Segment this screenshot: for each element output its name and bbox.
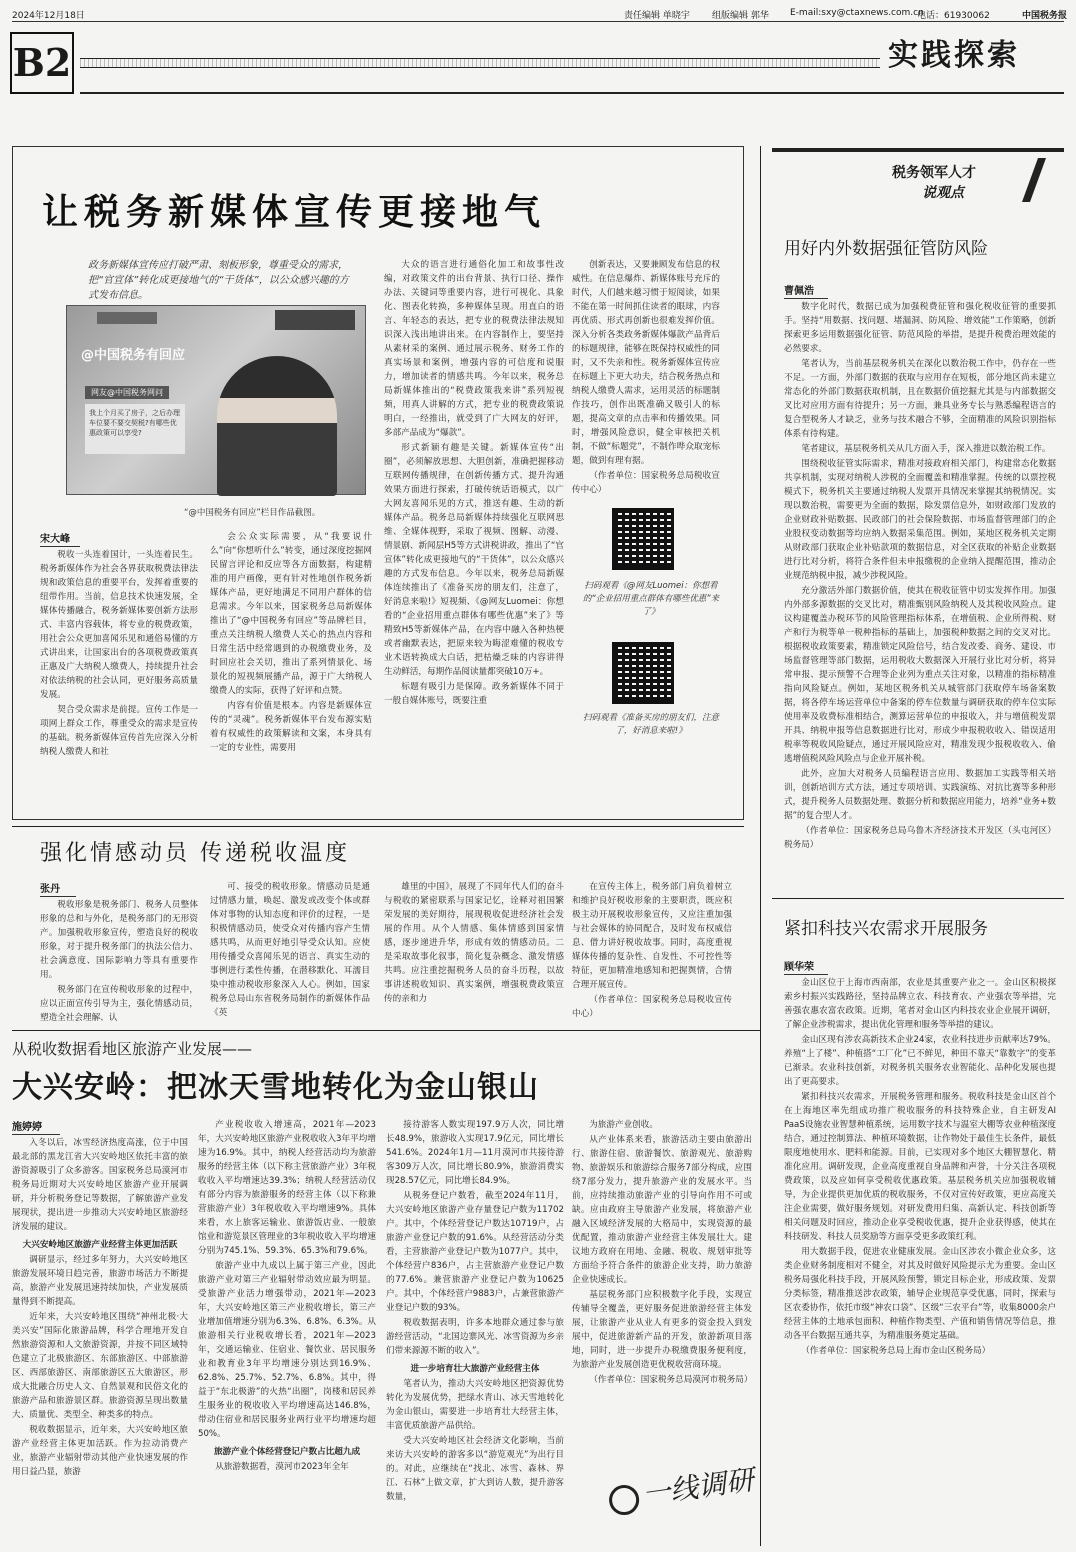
article2-col1: 税收形象是税务部门、税务人员整体形象的总和与外化，是税务部门的无形资产。加强税收形象宣传，塑造良好的税收形象，对于提升税务部门的执法公信力、社会满意度、国际影响力等具有重要作用。 税务部门在宣传税收形象的过程中，应以正面宣传引导为主，强化情感动员，塑造全社会理解、认 xyxy=(40,900,198,1023)
article3-col1: 入冬以后，冰雪经济热度高涨，位于中国最北部的黑龙江省大兴安岭地区依托丰富的旅游资源吸引了众多游客。国家税务总局漠河市税务局近期对大兴安岭地区旅游产业开展调研，并分析税务登记等数据，了解旅游产业发展现状，提出进一步推动大兴安岭地区旅游经济发展的建议。 大兴安岭地区旅游产业经营主体更加活跃 调研显示，经过多年努力，大兴安岭地区旅游发展环境日趋完善，旅游市场活力不断提高，旅游产业发展迅速持续加快，产业发展质量得到不断提高。 近年来，大兴安岭地区围绕“神州北极·大美兴安”国际化旅游品牌，科学合理地开发自然旅游资源和人文旅游资源，并按不同区域特色建立了北极旅游区、东部旅游区、中部旅游区、西部旅游区、南部旅游区五大旅游区，形成大批融合历史人文、自然景观和民俗文化的旅游产品和旅游景区群。旅游资源呈现出数量大、质量优、类型全、种类多的特点。 税收数据显示，近年来，大兴安岭地区旅游产业经营主体更加活跃。作为拉动消费产业，旅游产业辐射带动其他产业快速发展的作用日益凸显，旅游 xyxy=(12,1138,188,1477)
field-research-stamp: 一线调研 xyxy=(606,1458,756,1518)
sidebar-piece2-body: 金山区位于上海市西南部，农业是其重要产业之一。金山区积极探索乡村振兴实践路径，坚持品牌立农、科技育农、产业强农等举措，完善强农惠农富农政策。近期，笔者对金山区内科技农业企业展开调研，了解企业涉税需求，提出优化管理和服务等举措的建议。 金山区现有涉农高新技术企业24家，农业科技进步贡献率达79%。养殖“上了楼”、种植搭“工厂化”已不鲜见，种田不靠天“靠数字”的变革已渐录。农业科技创新，对税务机关服务农业智能化、品种化发展也提出了更高要求。 紧扣科技兴农需求，开展税务管理和服务。税收科技是金山区首个在上海地区率先组成功推广税收服务的科技特殊企业，自主研发AI PaaS设施农业智慧种植系统，运用数字技术与温室大棚等农业种植深度结合，通过控制算法、种植环境数据，让作物处于最佳生长条件，最低限度地使用水、肥料和能源。目前，已实现对多个地区大棚智慧化、精准化应用。调研发现，企业高度重视自身品牌和声誉，十分关注各项税费政策，以及应如何享受税收优惠政策。基层税务机关应加强税收辅导，为企业提供更加优质的税收服务，不仅对宣传好政策，更应高度关注企业需要，做好服务规划。对研发费用归集、高新认定、科技创新等相关问题及时回应，推动企业享受税收优惠，提升企业获得感，使其在科技研发、科技人员奖励等方面享受更多政策红利。 用大数据手段，促进农业健康发展。金山区涉农小微企业众多，这类企业财务制度相对不健全，对其及时做好风险提示尤为重要。金山区税务局强化科技手段，开展风险预警，锁定目标企业，形成政策、发票分类标签，精准推送涉农政策，辅导企业规范享受优惠，同时，探索与区农委协作，依托市级“神农口袋”、区级“三农平台”等，收集8000余户经营主体的土地承包面积、种植作物类型、产值和销售情况等信息，推动各平台数据互通共享，为精准服务奠定基础。 （作者单位：国家税务总局上海市金山区税务局） xyxy=(784,978,1056,1356)
sidebar-piece2-title: 紧扣科技兴农需求开展服务 xyxy=(784,919,988,939)
article3-author: 施婷婷 xyxy=(12,1118,60,1135)
article1-col4: 创新表达，又要兼顾发布信息的权威性。在信息爆炸、新媒体账号充斥的时代，人们越来越习惯于短阅读，如果不能在第一时间抓住读者的眼球，内容再优质、形式再创新也很难发挥价值。深入分析各类政务新媒体爆款产品背后的标题规律，能够在既保持权威性的同时，又不失亲和性。税务新媒体宣传应在标题上下更大功夫，结合税务热点和纳税人缴费人需求，运用灵活的标题制作技巧，创作出既准确又吸引人的标题，提高文章的点击率和传播效果。同时，增强风险意识，健全审核把关机制，不做“标题党”，不制作哗众取宠标题，做到有理有据。 （作者单位：国家税务总局税收宣传中心） xyxy=(572,260,720,495)
sidebar-piece1-author: 曹佩浩 xyxy=(784,282,828,299)
photo-presenter xyxy=(217,356,337,496)
qr-code-1[interactable] xyxy=(612,508,674,570)
stamp-circle-icon xyxy=(607,1483,641,1517)
page-number: B2 xyxy=(10,32,74,94)
editor-credit: 责任编辑 单晓宇 xyxy=(624,11,690,21)
sidebar-top-bar xyxy=(772,148,1064,152)
article2-author: 张丹 xyxy=(40,880,76,897)
article3-kicker: 从税收数据看地区旅游产业发展—— xyxy=(12,1040,253,1058)
article1-col2: 会公众实际需要，从“我要说什么”向“你想听什么”转变，通过深度挖掘网民留言评论和反应等各方面数据，构建精准的用户画像，更有针对性地创作税务新媒体产品，更好地满足不同用户群体的信息需求。今年以来，国家税务总局新媒体推出了“@中国税务有回应”等品牌栏目，重点关注纳税人缴费人关心的热点内容和日常生活中经常遇到的办税缴费业务，及时回应社会关切，推出了系列情景化、场景化的短视频展播产品，源于广大纳税人缴费人的实际，获得了好评和点赞。 内容有价值是根本。内容是新媒体宣传的“灵魂”。税务新媒体平台发布源实贴着有权威性的政策解读和文案，本身具有一定的专业性，需要用 xyxy=(210,532,372,753)
sidebar-header xyxy=(772,148,1064,216)
article1-lede: 政务新媒体宣传应打破严肃、刻板形象，尊重受众的需求，把“官宣体”转化成更接地气的“干货体”，以公众感兴趣的方式发布信息。 xyxy=(88,260,349,301)
section-title: 实践探索 xyxy=(888,38,1020,73)
article2-col4: 在宣传主体上，税务部门肩负着树立和维护良好税收形象的主要职责，既应积极主动开展税收形象宣传，又应注重加强与社会媒体的协同配合，及时发布权威信息、借力讲好税收故事。同时，高度重视媒体传播的复杂性、自发性、不可控性等特征，更加精准地感知和把握舆情，合情合理开展宣传。 （作者单位：国家税务总局税收宣传中心） xyxy=(572,882,732,1019)
qr-code-1-caption: 扫码观看《@网友Luomei：你想看的“企业招用重点群体有哪些优惠”来了》 xyxy=(582,581,720,617)
sidebar-piece1-title: 用好内外数据强征管防风险 xyxy=(784,239,988,259)
article1-col1: 税收一头连着国计，一头连着民生。税务新媒体作为社会各界获取税费法律法规和政策信息的重要平台，发挥着重要的纽带作用。当前，信息技术快速发展，全媒体传播融合，税务新媒体要创新方法形式、丰富内容载体，将专业的税费政策，用社会公众更加喜闻乐见和通俗易懂的方式讲出来，让国家出台的各项税费政策真正惠及广大纳税人缴费人，持续提升社会对依法纳税的社会认同，更好服务高质量发展。 契合受众需求是前提。宣传工作是一项网上群众工作，尊重受众的需求是宣传的基础。税务新媒体宣传首先应深入分析纳税人缴费人和社 xyxy=(40,550,198,757)
article1-col3: 大众的语言进行通俗化加工和故事性改编，对政策文件的出台背景、执行口径、操作办法、关键词等重要内容，进行可视化、具象化、图表化转换，多种媒体呈现。用直白的语言、年轻态的表达，把专业的税费法律法规知识深入浅出地讲出来。在内容制作上，要坚持从素材采的案例、通过展示税务、财务工作的真实场景和案例，增强内容的可信度和说服力，增加读者的情感共鸣。今年以来，税务总局新媒体推出的“税费政策我来讲”系列短视频，用真人讲解的方式，把专业的税费政策说明白，一经推出，就受到了广大网友的好评，多部产品成为“爆款”。 形式新颖有趣是关键。新媒体宣传“出圈”，必须解放思想、大胆创新，准确把握移动互联网传播规律，在创新传播方式、提升沟通效果方面进行探索，打破传统话语模式，以广大网友喜闻乐见的方式，推送有趣、生动的新媒体产品。税务总局新媒体持续强化互联网思维、全媒体视野，采取了视频、图解、动漫、情景剧、新闻层H5等方式讲税讲政，推出了“官宣体”转化成更接地气的“干货体”，以公众感兴趣的方式发布信息。今年以来，税务总局新媒体连续推出了《准备买房的朋友们，注意了，好消息来啦!》短视频、《@网友Luomei：你想看的“企业招用重点群体有哪些优惠”来了》等精致H5等新媒体产品，在内容中融入各种热梗或者幽默表达，把原来较为晦涩难懂的税收专业术语转换成大白话，把枯燥乏味的内容讲得生动鲜活，每期作品阅读量都突破10万+。 标题有吸引力是保障。政务新媒体不同于一般自媒体账号，既要注重 xyxy=(384,260,564,706)
layout-credit: 组版编辑 郭华 xyxy=(712,11,769,21)
issue-date: 2024年12月18日 xyxy=(12,11,85,21)
masthead xyxy=(12,4,1068,22)
article2-col2: 可、接受的税收形象。情感动员是通过情感力量，唤起、激发或改变个体或群体对事物的认知态度和评价的过程，一是积极情感动员，使受众对传播内容产生情感共鸣，从而更好地引导受众认知。应使用传播受众喜闻乐见的语言、真实生动的事例进行柔性传播，在潜移默化、耳濡目染中推动税收形象深入人心。例如，国家税务总局山东省税务局制作的新媒体作品《英 xyxy=(210,882,370,1018)
sidebar-divider xyxy=(760,146,761,1546)
sidebar-piece1-body: 数字化时代，数据已成为加强税费征管和强化税收征管的重要抓手。坚持“用数据、找问题、堵漏洞、防风险、增效能”工作策略，创新探索更多运用数据强化征管、防范风险的举措，是提升税费治理效能的必然要求。 笔者认为，当前基层税务机关在深化以数治税工作中，仍存在一些不足。一方面，外部门数据的获取与应用存在短板，部分地区尚未建立常态化的外部门数据获取机制，且在数据价值挖掘尤其是与内部数据交叉比对应用方面有待提升；另一方面，兼具业务专长与熟悉编程语言的复合型税务人才缺乏，业务与技术融合不够，全面精准的风险识别指标体系有待构建。 笔者建议，基层税务机关从几方面入手，深入推进以数治税工作。 围绕税收征管实际需求，精准对接政府相关部门，构建常态化数据共享机制，实现对纳税人涉税的全面覆盖和精准掌握。传统的以票控税模式下，税务机关主要通过纳税人发票开具情况来掌握其纳税情况。实现以数治税，需要更为全面的数据，除发票信息外，如财政部门发放的企业财政补贴数据、民政部门的社会保险数据、市场监督管理部门的企业股权变动数据等均应纳入数据采集范围。例如，某地区税务机关定期从财政部门获取企业补贴款项的数据信息，对全区获取的补贴企业数据进行比对分析，将符合条件但未申报缴税的企业纳入提醒范围，推动企业规范纳税申报，减少涉税风险。 充分激活外部门数据价值，使其在税收征管中切实发挥作用。加强内外部多源数据的交叉比对，精准甄别风险纳税人及其税收风险点。建议构建覆盖办税环节的风险管理指标体系，在增值税、企业所得税、财产和行为税等单一税种指标的基础上，加强税种数据之间的交叉对比。根据税收政策要素，精准锁定风险信号，结合发改委、商务、建设、市场监督管理等部门数据，运用税收大数据深入开展行业比对分析，将异常申报、提示预警不合理等企业列为重点关注对象，以精准的指标精准指向风险疑点。例如，某地区税务机关从城管部门获取停车场备案数据，将各停车场运营单位中备案的停车位数量与调研获取的停车位实际使用率及收费标准相结合，测算运营单位的申报收入，并与增值税发票开具、纳税申报等信息数据进行比对，形成少申报税收收入、错误适用税率等税收风险疑点，通过开展风险应对，精准发现少报税收收入、偷逃增值税风险风险点与企业开展补税。 此外，应加大对税务人员编程语言应用、数据加工实践等相关培训，创新培训方式方法，通过专项培训、实践演练、对抗比赛等多种形式，提升税务人员数据处理、数据分析和数据应用能力，培养“业务+数据”的复合型人才。 （作者单位：国家税务总局乌鲁木齐经济技术开发区（头屯河区）税务局） xyxy=(784,302,1056,850)
article3-col4: 为旅游产业创收。 从产业体系来看，旅游活动主要由旅游出行、旅游住宿、旅游餐饮、旅游观光、旅游购物、旅游娱乐和旅游综合服务7部分构成，应围绕7部分发力，提升旅游产业的发展水平。当前，应持续推动旅游产业的引导向作用不可或缺。应由政府主导旅游产业发展，将旅游产业融入区域经济发展的大格局中，实现资源的最优配置，推动旅游产业经营主体发展壮大。建议地方政府在用地、金融、税收、规划审批等方面给予符合条件的旅游企业支持，助力旅游企业快速成长。 基层税务部门应积极数字化手段，实现宣传辅导全覆盖，更好服务促进旅游经营主体发展，让旅游产业从业人有更多的资金投入到发展中，促进旅游新产品的开发，旅游新项目落地，同时，进一步提升办税缴费服务便利度，为旅游产业发展创造更优税收营商环境。 （作者单位：国家税务总局漠河市税务局） xyxy=(572,1120,753,1385)
sidebar-piece2-author: 顾华荣 xyxy=(784,958,828,975)
sidebar-rule xyxy=(772,898,1064,899)
sidebar-column-name: 税务领军人才 xyxy=(892,165,976,181)
qr-code-2[interactable] xyxy=(612,642,674,704)
article1-photo xyxy=(66,305,366,495)
photo-brand: @中国税务有回应 xyxy=(81,348,186,363)
qr-code-2-caption: 扫码观看《准备买房的朋友们，注意了，好消息来啦!》 xyxy=(582,713,719,736)
photo-caption: “@中国税务有回应”栏目作品截图。 xyxy=(184,508,321,518)
photo-question-bubble: 我上个月买了房子，之后办理车位要不要交契税?有哪些优惠政策可以享受? xyxy=(85,404,185,454)
contact-email: E-mail:sxy@ctaxnews.com.cn xyxy=(790,8,924,18)
swoosh-icon xyxy=(1000,158,1046,202)
article3-col3: 接待游客人数实现197.9万人次，同比增长48.9%，旅游收入实现17.9亿元，同比增长541.6%。2024年1月—11月漠河市共接待游客309万人次，同比增长80.9%，旅游消费实现28.57亿元，同比增长84.9%。 从税务登记户数看，截至2024年11月，大兴安岭地区旅游产业存量登记户数为11702户。其中，个体经营登记户数达10719户，占旅游产业登记户数的91.6%。从经营活动分类看，主营旅游产业登记户数为1077户。其中，个体经营户836户，占主营旅游产业登记户数的77.6%。兼营旅游产业登记户数为10625户。其中，个体经营户9883户，占兼营旅游产业登记户数的93%。 税收数据表明，许多本地群众通过参与旅游经营活动，“北国边寨风光、冰雪资源为乡亲们带来源源不断的收入”。 进一步培育壮大旅游产业经营主体 笔者认为，推动大兴安岭地区把资源优势转化为发展优势，把绿水青山、冰天雪地转化为金山银山，需要进一步培育壮大经营主体，丰富优质旅游产品供给。 受大兴安岭地区社会经济文化影响，当前来访大兴安岭的游客多以“游览观光”为出行目的。对此，应继续在“找北、冰雪、森林、界江、石林”上做文章，扩大到访人数，提升游客数量， xyxy=(386,1120,564,1502)
header-rule xyxy=(80,92,1064,94)
photo-logo-small xyxy=(97,312,157,324)
contact-phone: 电话：61930062 xyxy=(917,11,990,21)
article1-author: 宋大峰 xyxy=(40,530,80,547)
photo-tag: 网友@中国税务网问 xyxy=(85,386,169,399)
header-band xyxy=(80,58,880,68)
article1-title: 让税务新媒体宣传更接地气 xyxy=(42,191,547,233)
newspaper-name: 中国税务报 xyxy=(1022,11,1068,21)
sidebar-column-tag: 说观点 xyxy=(922,185,964,201)
photo-logo-brand xyxy=(275,310,355,330)
article2-col3: 雄里的中国》，展现了不同年代人们的奋斗与税收的紧密联系与国家记忆，诠释对祖国繁荣发展的美好期待，展现税收促进经济社会发展的作用。从个人情感、集体情感到国家情感，逐步递进升华，形成有效的情感动员。二是采取故事化叙事，简化复杂概念、激发情感共鸣。应注重挖掘税务人员的奋斗历程，以故事讲述税收知识、真实案例，增强税费政策宣传的亲和力 xyxy=(384,882,564,1004)
article2-rule xyxy=(12,826,744,827)
article3-title: 大兴安岭：把冰天雪地转化为金山银山 xyxy=(12,1070,539,1105)
article3-rule xyxy=(12,1030,760,1031)
article3-col2: 产业税收收入增速高，2021年—2023年，大兴安岭地区旅游产业税收收入3年平均增速为16.9%。其中，纳税人经营活动均为旅游服务的经营主体（以下称主营旅游产业）3年税收收入平均增速达39.3%；纳税人经营活动仅有部分内容为旅游服务的经营主体（以下称兼营旅游产业）3年税收收入平均增速9%。具体来看，水上旅客运输业、旅游饭店业、一般旅馆业和游览景区管理业的3年税收收入平均增速分别为745.1%、59.3%、65.3%和79.6%。 旅游产业中九成以上属于第三产业，因此旅游产业对第三产业辐射带动效应最为明显。受旅游产业活力增强带动，2021年—2023年，大兴安岭地区第三产业税收增长，第三产业增加值增速分别为6.3%、6.8%、6.3%。从旅游相关行业税收增长看，2021年—2023年，交通运输业、住宿业、餐饮业、居民服务业和教育业3年平均增速分别达到16.9%、62.8%、25.7%、52.7%、6.8%。其中，得益于“东北极游”的火热“出圈”，岗楼和居民养生服务业的税收收入平均增速高达146.8%，带动住宿业和居民服务业两行业平均增速均超50%。 旅游产业个体经营登记户数占比超九成 从旅游数据看，漠河市2023年全年 xyxy=(198,1120,376,1472)
article2-title: 强化情感动员 传递税收温度 xyxy=(40,841,350,866)
